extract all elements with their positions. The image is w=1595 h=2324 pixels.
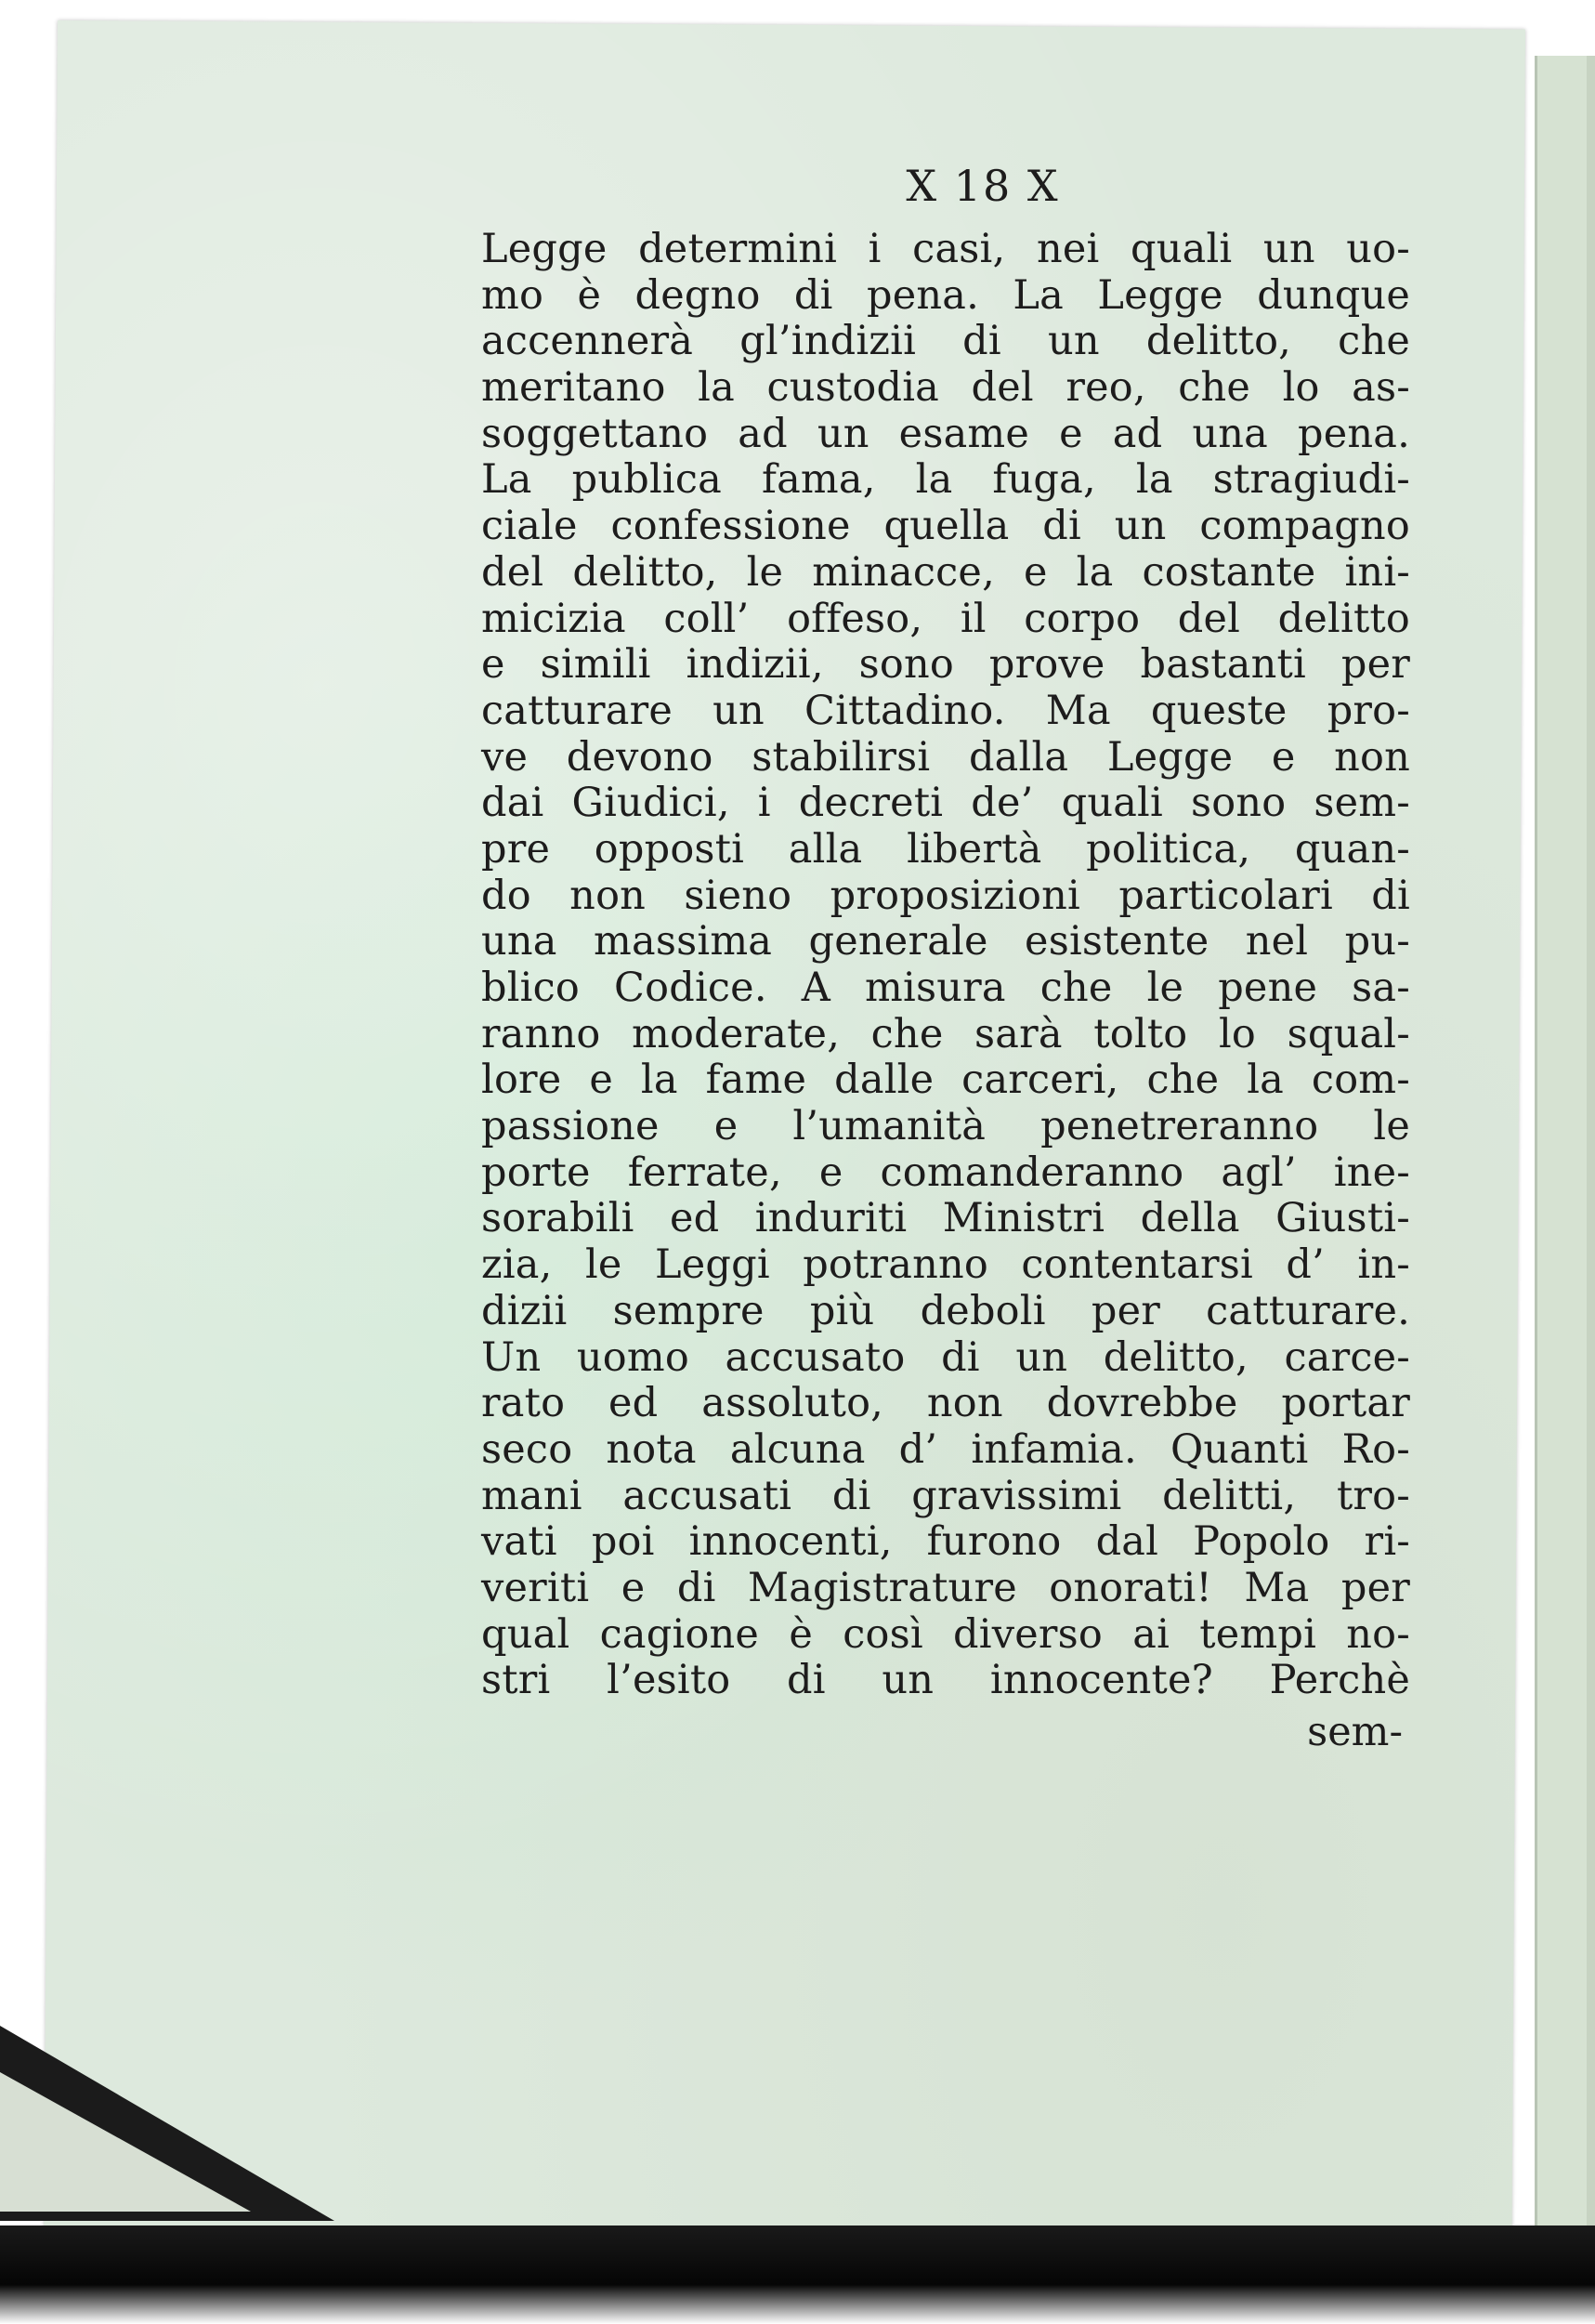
text-line: Legge determini i casi, nei quali un uo-	[481, 226, 1410, 272]
text-line: do non sieno proposizioni particolari di	[481, 872, 1410, 919]
text-line: sorabili ed induriti Ministri della Giusti-	[481, 1195, 1410, 1242]
text-line: meritano la custodia del reo, che lo as-	[481, 364, 1410, 412]
text-line: dizii sempre più deboli per catturare.	[481, 1287, 1410, 1334]
text-line: pre opposti alla libertà politica, quan-	[481, 825, 1410, 873]
text-line: passione e l’umanità penetreranno le	[481, 1103, 1410, 1150]
page-fold-corner	[0, 2072, 251, 2212]
text-line: mani accusati di gravissimi delitti, tro-	[481, 1472, 1410, 1519]
text-line: qual cagione è così diverso ai tempi no-	[481, 1610, 1410, 1658]
text-line: zia, le Leggi potranno contentarsi d’ in-	[481, 1241, 1410, 1289]
text-line: del delitto, le minacce, e la costante ini-	[481, 548, 1410, 596]
text-line: ranno moderate, che sarà tolto lo squal-	[481, 1010, 1410, 1057]
text-line: veriti e di Magistrature onorati! Ma per	[481, 1564, 1410, 1611]
text-line: ciale confessione quella di un compagno	[481, 503, 1410, 550]
text-line: La publica fama, la fuga, la stragiudi-	[481, 456, 1410, 504]
text-line: stri l’esito di un innocente? Perchè	[481, 1657, 1410, 1704]
body-text	[481, 227, 1410, 1704]
text-line: dai Giudici, i decreti de’ quali sono sem-	[481, 780, 1410, 827]
text-line: seco nota alcuna d’ infamia. Quanti Ro-	[481, 1425, 1410, 1473]
page-number-header: X 18 X	[906, 161, 1060, 211]
page-text-block	[481, 160, 1410, 1760]
text-line: vati poi innocenti, furono dal Popolo ri-	[481, 1518, 1410, 1566]
text-line: e simili indizii, sono prove bastanti per	[481, 641, 1410, 689]
text-line: mo è degno di pena. La Legge dunque	[481, 271, 1410, 319]
text-line: blico Codice. A misura che le pene sa-	[481, 965, 1410, 1011]
text-line: catturare un Cittadino. Ma queste pro-	[481, 687, 1410, 734]
text-line: soggettano ad un esame e ad una pena.	[481, 410, 1410, 457]
catchword: sem-	[1307, 1709, 1403, 1755]
scanner-bed-edge	[0, 2226, 1595, 2324]
text-line: una massima generale esistente nel pu-	[481, 918, 1410, 965]
facing-page-edge	[1535, 56, 1595, 2230]
text-line: lore e la fame dalle carceri, che la com-	[481, 1057, 1410, 1104]
text-line: ve devono stabilirsi dalla Legge e non	[481, 733, 1410, 781]
text-line: rato ed assoluto, non dovrebbe portar	[481, 1380, 1410, 1427]
text-line: porte ferrate, e comanderanno agl’ ine-	[481, 1149, 1410, 1196]
text-line: micizia coll’ offeso, il corpo del delitto	[481, 595, 1410, 642]
text-line: Un uomo accusato di un delitto, carce-	[481, 1333, 1410, 1381]
text-line: accennerà gl’indizii di un delitto, che	[481, 318, 1410, 365]
